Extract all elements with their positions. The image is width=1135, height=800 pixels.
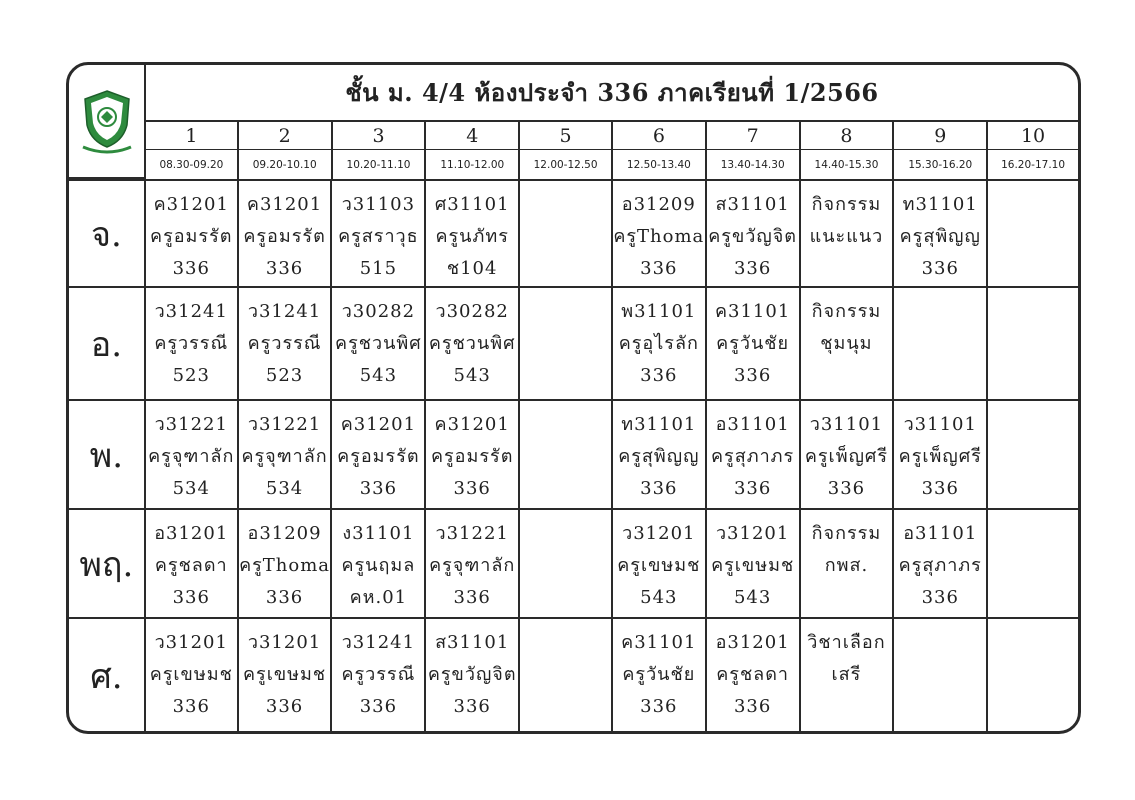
subject-code: อ31209 [621,194,696,215]
room-number: 523 [172,365,210,386]
room-number: 336 [733,696,772,717]
teacher-name: ครูสุพิญญ [618,446,700,467]
teacher-name: ครูเพ็ญศรี [898,446,982,467]
schedule-cell [520,288,613,399]
day-label: พ. [69,401,146,508]
subject-code: ค31201 [434,414,510,435]
schedule-cell [426,401,520,508]
room-number: 515 [359,258,398,279]
teacher-name: เสรี [831,664,862,685]
subject-code: ว31241 [341,632,416,653]
room-number: 336 [265,696,304,717]
room-number: 336 [733,258,772,279]
period-number: 3 [333,122,425,150]
teacher-name: ครูอุไรลัก [618,333,699,354]
teacher-name: ครูเขษมช [711,555,795,576]
subject-code: ว30282 [341,301,416,322]
room-number: 336 [921,587,959,608]
teacher-name: ครูขวัญจิต [708,226,797,247]
teacher-name: ครูเขษมช [243,664,327,685]
room-number: 336 [640,696,678,717]
subject-code: กิจกรรม [811,301,882,322]
schedule-cell [613,619,707,732]
subject-code: ว31221 [435,523,509,544]
day-row [69,510,1078,619]
schedule-cell [332,510,426,617]
room-number: 336 [265,587,304,608]
subject-code: อ31101 [903,523,978,544]
period-2 [239,122,333,179]
schedule-cell [332,619,426,732]
schedule-cell [988,401,1078,508]
subject-code: ส31101 [715,194,790,215]
room-number: 336 [453,587,491,608]
period-number: 10 [988,122,1078,150]
schedule-cell [520,510,613,617]
period-8 [801,122,895,179]
room-number: 336 [359,478,398,499]
day-label: พฤ. [69,510,146,617]
subject-code: กิจกรรม [811,194,882,215]
period-number: 4 [426,122,518,150]
schedule-cell [801,288,895,399]
teacher-name: ครูนฤมล [341,555,416,576]
teacher-name: ครูสุภาภร [898,555,982,576]
subject-code: ว31201 [154,632,228,653]
teacher-name: ชุมนุม [820,333,873,354]
period-header-row [146,122,1078,179]
room-number: 336 [640,365,678,386]
schedule-cell [707,619,801,732]
subject-code: ค31201 [246,194,323,215]
room-number: 543 [733,587,772,608]
subject-code: ว31241 [154,301,228,322]
day-row [69,181,1078,288]
period-number: 7 [707,122,799,150]
subject-code: อ31201 [154,523,229,544]
teacher-name: ครูวรรณี [247,333,322,354]
teacher-name: ครูวันชัย [716,333,790,354]
room-number: 336 [921,258,959,279]
schedule-cell [332,288,426,399]
period-6 [613,122,707,179]
timetable-frame [66,62,1081,734]
period-time: 09.20-10.10 [252,158,317,171]
schedule-cell [988,288,1078,399]
period-time: 15.30-16.20 [908,158,973,171]
schedule-cell [239,510,333,617]
schedule-cell [426,288,520,399]
teacher-name: ครูชลดา [716,664,789,685]
teacher-name: ครูเขษมช [617,555,701,576]
period-time: 13.40-14.30 [720,158,785,171]
teacher-name: ครูวันชัย [622,664,696,685]
schedule-cell [894,288,988,399]
teacher-name: ครูเขษมช [149,664,233,685]
teacher-name: ครูชวนพิศ [335,333,422,354]
subject-code: ว31101 [903,414,977,435]
period-5 [520,122,613,179]
room-number: 336 [172,258,210,279]
room-number: 336 [733,365,772,386]
page-title: ชั้น ม. 4/4 ห้องประจำ 336 ภาคเรียนที่ 1/2566 [146,65,1078,122]
room-number: 336 [265,258,304,279]
room-number: 336 [733,478,772,499]
schedule-cell [520,181,613,286]
subject-code: ท31101 [621,414,697,435]
teacher-name: ครูชวนพิศ [428,333,516,354]
schedule-cell [894,510,988,617]
teacher-name: ครูThoma [613,226,705,247]
schedule-cell [239,619,333,732]
room-number: 336 [921,478,959,499]
day-label: จ. [69,181,146,286]
day-label: ศ. [69,619,146,732]
schedule-cell [426,510,520,617]
period-7 [707,122,801,179]
schedule-cell [988,619,1078,732]
day-row [69,619,1078,732]
room-number: 523 [265,365,304,386]
period-4 [426,122,520,179]
day-label: อ. [69,288,146,399]
schedule-cell [520,619,613,732]
subject-code: อ31101 [715,414,790,435]
teacher-name: ครูนภัทร [435,226,509,247]
schedule-cell [988,181,1078,286]
schedule-cell [426,619,520,732]
schedule-cell [707,288,801,399]
school-logo-cell [69,65,146,179]
room-number: 336 [640,478,678,499]
schedule-cell [801,401,895,508]
schedule-cell [707,181,801,286]
subject-code: อ31201 [715,632,790,653]
schedule-cell [707,510,801,617]
period-time: 11.10-12.00 [440,158,505,171]
teacher-name: ครูชลดา [154,555,228,576]
subject-code: ศ31101 [434,194,510,215]
schedule-cell [801,181,895,286]
period-time: 12.50-13.40 [626,158,691,171]
period-time: 14.40-15.30 [814,158,879,171]
room-number: 336 [453,696,491,717]
period-number: 5 [520,122,611,150]
period-10 [988,122,1078,179]
room-number: 336 [359,696,398,717]
schedule-cell [894,619,988,732]
room-number: 336 [640,258,678,279]
subject-code: ง31101 [342,523,415,544]
teacher-name: ครูจุฑาลัก [429,555,516,576]
teacher-name: ครูสุภาภร [711,446,795,467]
subject-code: ว31201 [247,632,322,653]
period-9 [894,122,988,179]
schedule-grid [69,179,1078,731]
subject-code: ค31201 [340,414,417,435]
room-number: 534 [265,478,304,499]
room-number: ช104 [446,258,498,279]
subject-code: ว31201 [622,523,696,544]
subject-code: ค31101 [714,301,791,322]
teacher-name: ครูสราวุธ [338,226,419,247]
teacher-name: ครูวรรณี [341,664,416,685]
teacher-name: ครูสุพิญญ [899,226,981,247]
schedule-cell [613,181,707,286]
period-time: 12.00-12.50 [533,158,598,171]
teacher-name: ครูอมรรัต [150,226,233,247]
schedule-cell [801,510,895,617]
room-number: 534 [172,478,210,499]
teacher-name: ครูขวัญจิต [427,664,517,685]
subject-code: กิจกรรม [811,523,882,544]
subject-code: ว30282 [435,301,509,322]
schedule-cell [520,401,613,508]
period-time: 16.20-17.10 [1001,158,1066,171]
schedule-cell [801,619,895,732]
schedule-cell [239,288,333,399]
schedule-cell [146,288,239,399]
room-number: 336 [172,696,210,717]
subject-code: ส31101 [435,632,510,653]
schedule-cell [239,401,333,508]
teacher-name: ครูอมรรัต [430,446,514,467]
teacher-name: ครูเพ็ญศรี [804,446,889,467]
period-3 [333,122,427,179]
teacher-name: ครูจุฑาลัก [241,446,328,467]
day-row [69,401,1078,510]
schedule-cell [146,181,239,286]
subject-code: ว31201 [715,523,790,544]
teacher-name: ครูThoma [239,555,331,576]
room-number: 543 [359,365,398,386]
room-number: 336 [827,478,866,499]
schedule-cell [613,401,707,508]
period-number: 9 [894,122,986,150]
teacher-name: ครูจุฑาลัก [148,446,235,467]
period-number: 1 [146,122,237,150]
schedule-cell [894,181,988,286]
schedule-cell [894,401,988,508]
room-number: 336 [453,478,491,499]
teacher-name: กพส. [824,555,869,576]
schedule-cell [146,510,239,617]
teacher-name: ครูอมรรัต [337,446,420,467]
room-number: คห.01 [349,587,408,608]
subject-code: ค31201 [153,194,229,215]
schedule-cell [239,181,333,286]
subject-code: ว31101 [809,414,884,435]
schedule-cell [332,401,426,508]
subject-code: ท31101 [902,194,978,215]
schedule-cell [613,288,707,399]
subject-code: ว31221 [247,414,322,435]
schedule-cell [988,510,1078,617]
schedule-cell [146,401,239,508]
teacher-name: แนะแนว [809,226,884,247]
day-row [69,288,1078,401]
room-number: 543 [640,587,678,608]
room-number: 543 [453,365,491,386]
teacher-name: ครูอมรรัต [243,226,326,247]
period-time: 08.30-09.20 [159,158,224,171]
teacher-name: ครูวรรณี [154,333,229,354]
subject-code: วิชาเลือก [807,632,886,653]
period-number: 8 [801,122,893,150]
schedule-cell [426,181,520,286]
schedule-cell [613,510,707,617]
schedule-cell [332,181,426,286]
school-logo-icon [77,85,137,157]
period-number: 6 [613,122,705,150]
period-1 [146,122,239,179]
subject-code: ว31241 [247,301,322,322]
subject-code: พ31101 [621,301,697,322]
period-time: 10.20-11.10 [346,158,411,171]
subject-code: ว31103 [341,194,416,215]
subject-code: อ31209 [247,523,322,544]
schedule-cell [146,619,239,732]
subject-code: ว31221 [154,414,228,435]
schedule-cell [707,401,801,508]
period-number: 2 [239,122,331,150]
subject-code: ค31101 [621,632,697,653]
room-number: 336 [172,587,210,608]
